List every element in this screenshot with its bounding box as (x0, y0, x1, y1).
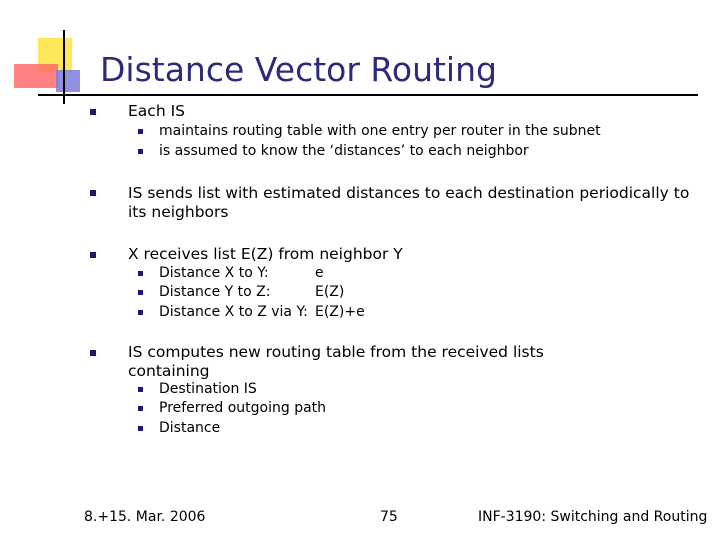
bullet-4-sub-1: Destination IS (159, 381, 257, 397)
slide-title: Distance Vector Routing (100, 50, 497, 89)
row-2-value: E(Z) (315, 284, 345, 300)
footer-course: INF-3190: Switching and Routing (478, 509, 708, 525)
row-1-label: Distance X to Y: (159, 265, 269, 281)
bullet-square-icon (90, 109, 96, 115)
bullet-2-line-1: IS sends list with estimated distances to each destination periodically to (128, 184, 690, 202)
bullet-4-line-2: containing (128, 362, 210, 380)
bullet-square-icon (90, 252, 96, 258)
bullet-2-line-2: its neighbors (128, 203, 229, 221)
bullet-1-sub-2: is assumed to know the ‘distances’ to each neighbor (159, 143, 529, 159)
page-number: 75 (380, 509, 398, 525)
sub-bullet-square-icon (138, 387, 143, 392)
bullet-4-line-1: IS computes new routing table from the received lists (128, 343, 544, 361)
decor-red-rectangle (14, 64, 58, 88)
row-3-label: Distance X to Z via Y: (159, 304, 308, 320)
sub-bullet-square-icon (138, 129, 143, 134)
sub-bullet-square-icon (138, 406, 143, 411)
sub-bullet-square-icon (138, 271, 143, 276)
footer-date: 8.+15. Mar. 2006 (84, 509, 206, 525)
decor-vertical-line (63, 30, 65, 104)
bullet-square-icon (90, 350, 96, 356)
sub-bullet-square-icon (138, 426, 143, 431)
sub-bullet-square-icon (138, 149, 143, 154)
sub-bullet-square-icon (138, 290, 143, 295)
decor-blue-square (56, 70, 80, 92)
bullet-1-text: Each IS (128, 102, 185, 120)
row-2-label: Distance Y to Z: (159, 284, 271, 300)
sub-bullet-square-icon (138, 310, 143, 315)
bullet-4-sub-3: Distance (159, 420, 221, 436)
bullet-1-sub-1: maintains routing table with one entry per router in the subnet (159, 123, 601, 139)
bullet-4-sub-2: Preferred outgoing path (159, 400, 327, 416)
bullet-square-icon (90, 190, 96, 196)
row-1-value: e (315, 265, 324, 281)
row-3-value: E(Z)+e (315, 304, 365, 320)
bullet-3-text: X receives list E(Z) from neighbor Y (128, 245, 403, 263)
title-underline (38, 94, 698, 96)
